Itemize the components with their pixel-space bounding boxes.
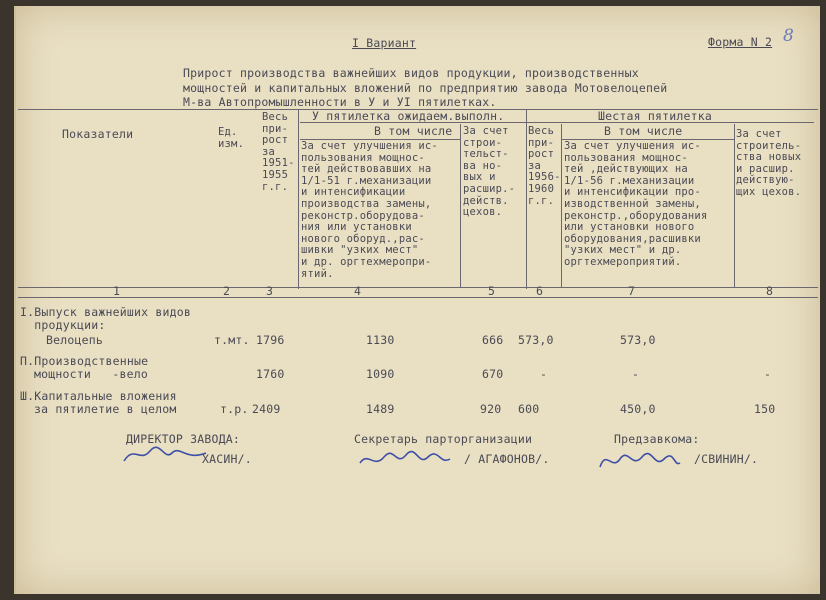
cell-c6: 600 (518, 402, 540, 416)
col-number: 8 (766, 284, 774, 298)
col-header-c4: За счет улучшения ис- пользования мощнос- тей действовавших на 1/1-51 г.механизации и интенсификации производства замены, реконстр.оборудова- ния или установки нового оборуд.,рас- шивки "узких мест" и др. оргтехмеропри- ятий. (301, 140, 438, 280)
col-number: 3 (266, 284, 274, 298)
numbers-bottom-rule (18, 297, 818, 298)
cell-c8: - (764, 367, 772, 381)
director-title: ДИРЕКТОР ЗАВОДА: (126, 432, 240, 446)
cell-c6: - (540, 367, 548, 381)
col-header-p5-incl: В том числе (374, 124, 453, 138)
row-label: мощности -вело (34, 367, 148, 381)
secretary-name: / АГАФОНОВ/. (464, 452, 550, 466)
form-number-handwritten: 8 (783, 26, 795, 46)
col-header-p6: Шестая пятилетка (598, 109, 712, 123)
title-line-3: М-ва Автопромышленности в У и УI пятилетках. (183, 95, 497, 109)
cell-c4: 1489 (366, 402, 395, 416)
variant-label: I Вариант (352, 36, 417, 50)
row-label: за пятилетие в целом (34, 402, 177, 416)
header-bottom-rule (18, 287, 818, 288)
form-label: Форма N 2 (708, 35, 773, 49)
cell-c7: 573,0 (620, 333, 656, 347)
col-number: 5 (488, 284, 496, 298)
union-title: Предзавкома: (614, 432, 700, 446)
row-title: I.Выпуск важнейших видов продукции: (20, 305, 191, 332)
col-number: 2 (223, 284, 231, 298)
row-title: П.Производственные (20, 354, 149, 368)
col-number: 7 (628, 284, 636, 298)
col-header-indicators: Показатели (62, 127, 134, 141)
cell-c3: 1796 (256, 333, 285, 347)
col-header-c8: За счет строитель- ства новых и расшир. действую- щих цехов. (736, 128, 802, 198)
col-header-unit: Ед. изм. (218, 126, 245, 150)
col-header-p6-incl: В том числе (604, 124, 683, 138)
cell-c5: 670 (482, 367, 504, 381)
secretary-signature (356, 445, 452, 475)
cell-c6: 573,0 (518, 333, 554, 347)
union-signature (596, 445, 682, 479)
cell-c4: 1090 (366, 367, 395, 381)
col-header-c7: За счет улучшения ис- пользования мощнос- тей ,действующих на 1/1-56 г.механизации и интенсификации про- изводственной замены, реконстр.,оборудования или установки нового оборудования,расшивки "узких мест" и др. оргтехмероприятий. (564, 140, 708, 268)
cell-c7: 450,0 (620, 402, 656, 416)
col-number: 6 (536, 284, 544, 298)
cell-c3: 1760 (256, 367, 285, 381)
col-divider-p6 (526, 109, 527, 289)
col-header-weight: Весь при- рост за 1951- 1955 г.г. (262, 111, 295, 193)
title-line-1: Прирост производства важнейших видов продукции, производственных (183, 66, 639, 80)
col-header-c5: За счет строи- тельст- ва но- вых и расшир.- действ. цехов. (463, 125, 516, 219)
cell-c4: 1130 (366, 333, 395, 347)
row-unit: т.мт. (214, 333, 250, 347)
col-header-p5: У пятилетка ожидаем.выполн. (312, 109, 505, 123)
cell-c7: - (632, 367, 640, 381)
title-line-2: мощностей и капитальных вложений по предприятию завода Мотовелоцепей (183, 81, 668, 95)
col-divider-p5 (298, 109, 299, 289)
row-unit: т.р. (220, 402, 249, 416)
secretary-title: Секретарь парторганизации (354, 432, 533, 446)
director-signature (120, 441, 210, 471)
col-number: 4 (354, 284, 362, 298)
director-name: ХАСИН/. (202, 452, 252, 466)
row-title: Ш.Капитальные вложения (20, 389, 177, 403)
cell-c8: 150 (754, 402, 776, 416)
col-divider-5 (460, 124, 461, 288)
col-number: 1 (113, 284, 121, 298)
col-divider-7 (561, 124, 562, 288)
union-name: /СВИНИН/. (694, 452, 759, 466)
cell-c5: 666 (482, 333, 504, 347)
cell-c5: 920 (480, 402, 502, 416)
cell-c3: 2409 (252, 402, 281, 416)
col-header-p6-weight: Весь при- рост за 1956- 1960 г.г. (528, 125, 561, 207)
row-label: Велоцепь (46, 333, 103, 347)
col-divider-8 (734, 124, 735, 288)
